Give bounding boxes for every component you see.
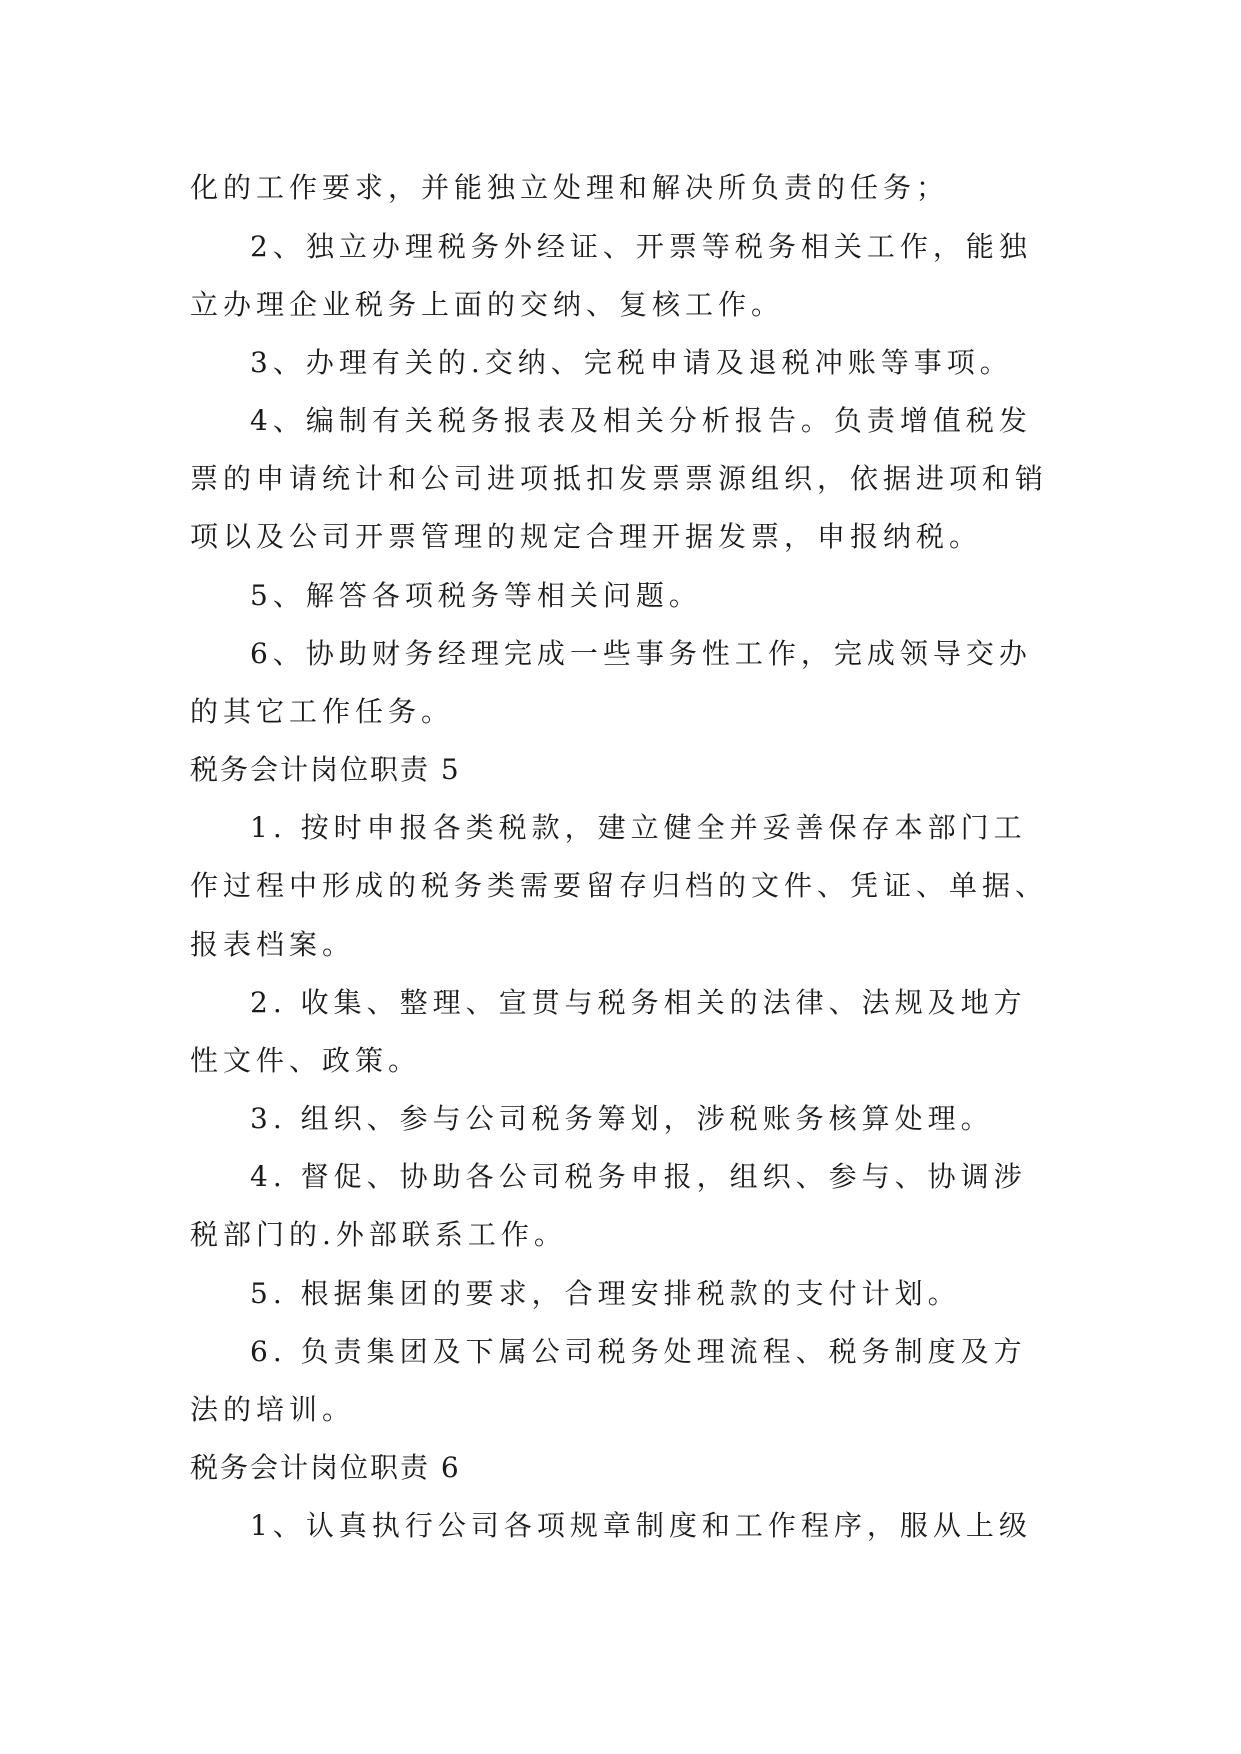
section-heading: 税务会计岗位职责 6 — [190, 1451, 461, 1484]
list-item-line: 5. 根据集团的要求，合理安排税款的支付计划。 — [250, 1277, 961, 1310]
list-item-line: 6、协助财务经理完成一些事务性工作，完成领导交办 — [250, 637, 1032, 670]
text-line: 的其它工作任务。 — [190, 695, 455, 728]
text-line: 法的培训。 — [190, 1393, 356, 1426]
text-line: 票的申请统计和公司进项抵扣发票票源组织，依据进项和销 — [190, 462, 1049, 495]
section-heading: 税务会计岗位职责 5 — [190, 753, 461, 786]
list-item-line: 2. 收集、整理、宣贯与税务相关的法律、法规及地方 — [250, 986, 1027, 1019]
list-item-line: 3. 组织、参与公司税务筹划，涉税账务核算处理。 — [250, 1102, 994, 1135]
text-line: 性文件、政策。 — [190, 1044, 422, 1077]
text-line: 立办理企业税务上面的交纳、复核工作。 — [190, 288, 785, 321]
text-line: 税部门的.外部联系工作。 — [190, 1218, 567, 1251]
list-item-line: 4. 督促、协助各公司税务申报，组织、参与、协调涉 — [250, 1160, 1027, 1193]
list-item-line: 5、解答各项税务等相关问题。 — [250, 579, 702, 612]
text-line: 项以及公司开票管理的规定合理开据发票，申报纳税。 — [190, 520, 983, 553]
text-line: 报表档案。 — [190, 928, 356, 961]
list-item-line: 1. 按时申报各类税款，建立健全并妥善保存本部门工 — [250, 811, 1027, 844]
text-line: 作过程中形成的税务类需要留存归档的文件、凭证、单据、 — [190, 869, 1049, 902]
list-item-line: 2、独立办理税务外经证、开票等税务相关工作，能独 — [250, 230, 1032, 263]
list-item-line: 3、办理有关的.交纳、完税申请及退税冲账等事项。 — [250, 346, 1013, 379]
list-item-line: 6. 负责集团及下属公司税务处理流程、税务制度及方 — [250, 1335, 1027, 1368]
list-item-line: 1、认真执行公司各项规章制度和工作程序，服从上级 — [250, 1509, 1032, 1542]
list-item-line: 4、编制有关税务报表及相关分析报告。负责增值税发 — [250, 404, 1032, 437]
text-line: 化的工作要求，并能独立处理和解决所负责的任务； — [190, 171, 950, 204]
